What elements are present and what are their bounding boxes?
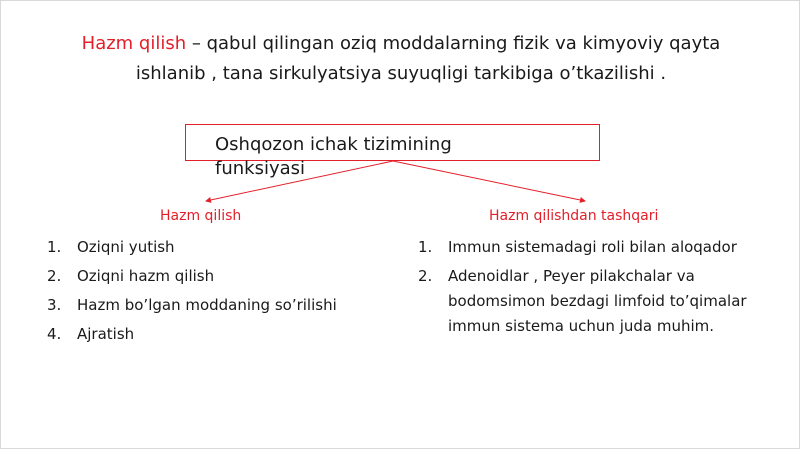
item-number: 1. bbox=[47, 238, 62, 256]
list-item bbox=[47, 235, 377, 260]
left-arrow bbox=[206, 161, 393, 201]
left-heading: Hazm qilish bbox=[160, 208, 242, 224]
right-heading: Hazm qilishdan tashqari bbox=[489, 208, 659, 224]
item-number: 1. bbox=[418, 238, 433, 256]
item-text: Ajratish bbox=[77, 325, 135, 343]
item-number: 2. bbox=[418, 267, 433, 285]
arrows bbox=[1, 1, 800, 449]
list-item bbox=[418, 264, 753, 339]
item-text: Adenoidlar , Peyer pilakchalar va bodomsimon bezdagi limfoid to’qimalar immun sistema uchun juda muhim. bbox=[448, 267, 747, 335]
item-text: Oziqni yutish bbox=[77, 238, 175, 256]
item-text: Immun sistemadagi roli bilan aloqador bbox=[448, 238, 737, 256]
item-text: Hazm bo’lgan moddaning so’rilishi bbox=[77, 296, 337, 314]
definition-term: Hazm qilish bbox=[81, 33, 187, 54]
function-box-title: Oshqozon ichak tizimining funksiyasi bbox=[215, 134, 452, 179]
list-item bbox=[418, 235, 753, 260]
item-number: 4. bbox=[47, 325, 62, 343]
right-list bbox=[418, 235, 753, 343]
list-item bbox=[47, 293, 377, 318]
list-item bbox=[47, 322, 377, 347]
item-number: 3. bbox=[47, 296, 62, 314]
left-list bbox=[47, 235, 377, 351]
item-text: Oziqni hazm qilish bbox=[77, 267, 215, 285]
definition-text: – qabul qilingan oziq moddalarning fizik va kimyoviy qayta ishlanib , tana sirkulyatsiya suyuqligi tarkibiga o’tkazilishi . bbox=[135, 33, 721, 84]
list-item bbox=[47, 264, 377, 289]
right-arrow bbox=[393, 161, 585, 201]
item-number: 2. bbox=[47, 267, 62, 285]
